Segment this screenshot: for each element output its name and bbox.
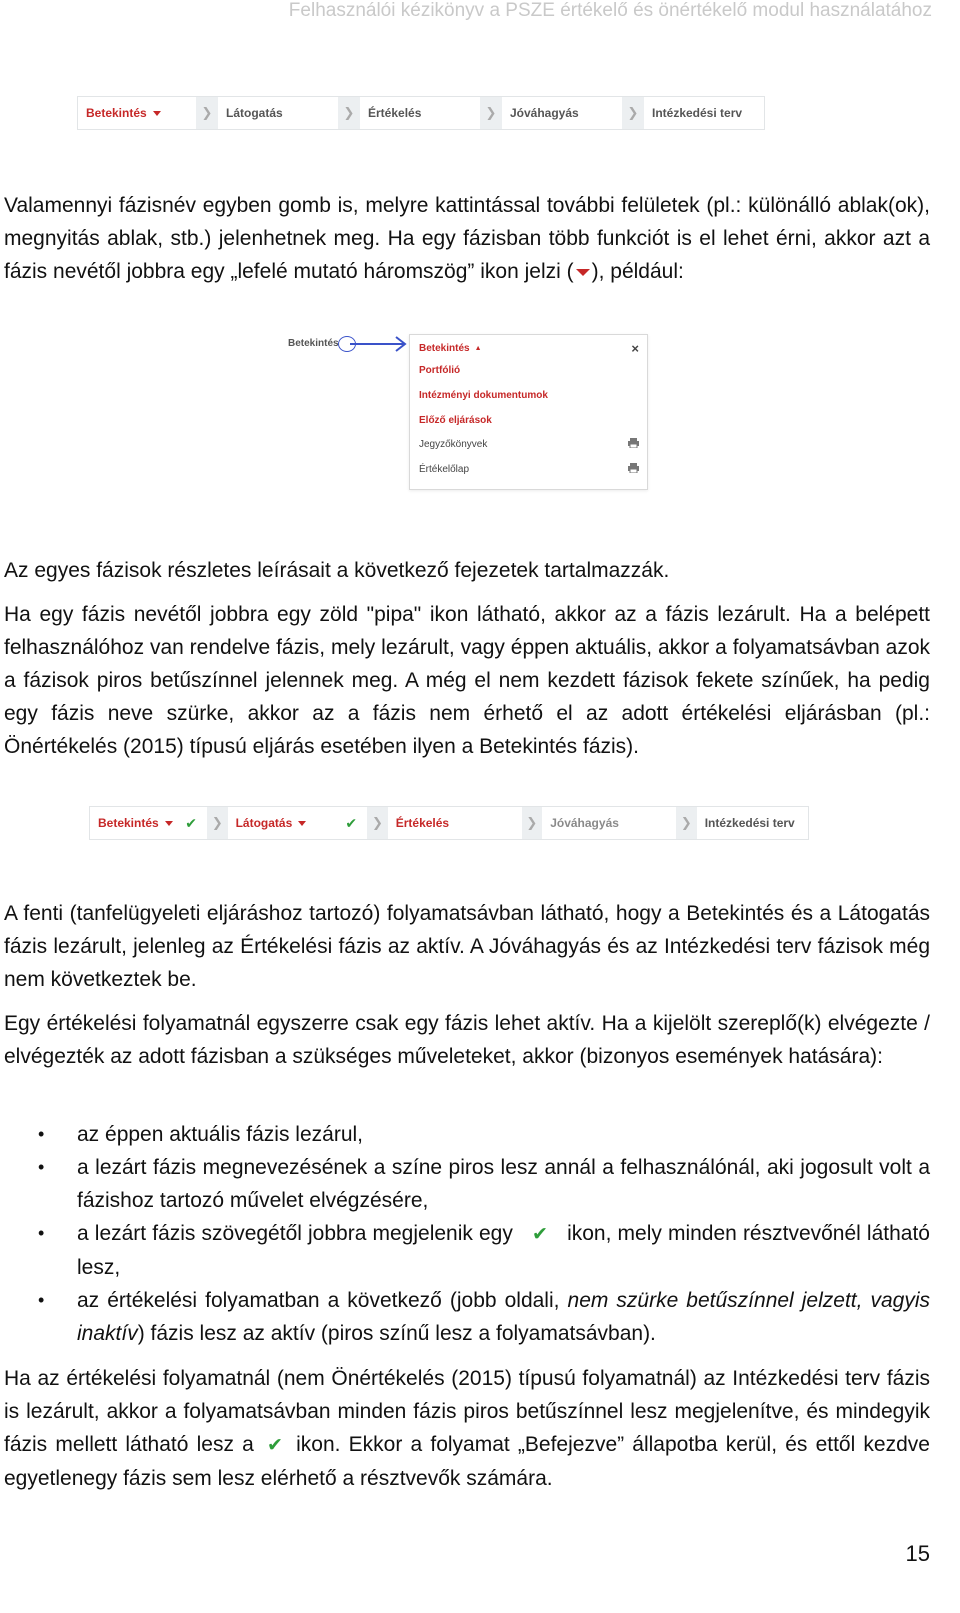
dropdown-item-portfolio[interactable]: Portfólió (419, 364, 461, 376)
paragraph-check-icon: Ha egy fázis nevétől jobbra egy zöld "pipa" ikon látható, akkor az a fázis lezárult. Ha a belépett felhasználóhoz van rendelve fázis, mely lezárult, vagy éppen aktuális, akkor a folyamatsávban azok a fázisok piros betűszínnel jelennek meg. A még el nem kezdett fázisok fekete színűek, ha pedig egy fázis neve szürke, akkor az a fázis nem érhető el az adott értékelési eljárásban (pl.: Önértékelés (2015) típusú eljárás esetében ilyen a Betekintés fázis). (4, 603, 930, 758)
dropdown-caret-icon[interactable] (153, 111, 161, 116)
phase-jovahagyas[interactable]: Jóváhagyás (502, 97, 622, 129)
document-header: Felhasználói kézikönyv a PSZE értékelő és önértékelő modul használatához (288, 0, 932, 21)
check-icon: ✔ (345, 814, 358, 831)
dropdown-caret-icon[interactable] (165, 821, 173, 826)
dropdown-trigger-label[interactable]: Betekintés (288, 338, 339, 349)
chevron-right-icon: ❯ (622, 97, 644, 129)
paragraph-chapters: Az egyes fázisok részletes leírásait a következő fejezetek tartalmazzák. (4, 559, 670, 582)
phase-betekintes[interactable]: Betekintés ✔ (90, 807, 207, 839)
list-item: • a lezárt fázis megnevezésének a színe piros lesz annál a felhasználónál, aki jogosult volt a fázishoz tartozó művelet elvégzésére, (0, 1151, 930, 1217)
dropdown-item-jegyzokonyvek[interactable]: Jegyzőkönyvek (419, 434, 639, 454)
paragraph-one-active-phase: Egy értékelési folyamatnál egyszerre csak egy fázis lehet aktív. Ha a kijelölt szereplő(k) elvégezte / elvégezték az adott fázisban a szükséges műveleteket, akkor (bizonyos események hatására): (4, 1012, 930, 1068)
chevron-right-icon: ❯ (676, 807, 697, 839)
chevron-right-icon: ❯ (338, 97, 360, 129)
phase-latogatas[interactable]: Látogatás (218, 97, 338, 129)
paragraph-example-explanation: A fenti (tanfelügyeleti eljáráshoz tartozó) folyamatsávban látható, hogy a Betekintés és a Látogatás fázis lezárult, jelenleg az Értékelési fázis az aktív. A Jóváhagyás és az Intézkedési terv fázisok még nem következtek be. (4, 902, 930, 991)
chevron-right-icon: ❯ (480, 97, 502, 129)
dropdown-item-elozo-eljarasok[interactable]: Előző eljárások (419, 414, 492, 426)
phase-ertekeles[interactable]: Értékelés (360, 97, 480, 129)
close-icon[interactable]: × (631, 340, 639, 356)
phase-bar-example-2 (89, 806, 809, 840)
phase-ertekeles[interactable]: Értékelés (388, 807, 522, 839)
printer-icon[interactable] (628, 463, 639, 476)
chevron-right-icon: ❯ (367, 807, 388, 839)
dropdown-item-ertekelolap[interactable]: Értékelőlap (419, 459, 639, 479)
dropdown-menu (409, 334, 648, 490)
list-item: • az éppen aktuális fázis lezárul, (0, 1118, 930, 1151)
phase-latogatas[interactable]: Látogatás ✔ (228, 807, 367, 839)
chevron-right-icon: ❯ (207, 807, 228, 839)
arrow-right-icon (350, 334, 410, 354)
paragraph-finished-state: Ha az értékelési folyamatnál (nem Önértékelés (2015) típusú folyamatnál) az Intézkedési terv fázis is lezárult, akkor a folyamatsávban minden fázis piros betűszínnel lesz megjelenítve, és mindegyik fázis mellett látható lesz a ✔ ikon. Ekkor a folyamat „Befejezve” állapotba kerül, és ettől kezdve egyetlenegy fázis sem lesz elérhető a résztvevők számára. (4, 1367, 930, 1490)
check-icon: ✔ (185, 814, 197, 831)
phase-bar-example-1 (77, 96, 765, 130)
dropdown-caret-icon[interactable] (298, 821, 306, 826)
chevron-right-icon: ❯ (522, 807, 543, 839)
paragraph-phase-buttons: Valamennyi fázisnév egyben gomb is, melyre kattintással további felületek (pl.: különálló ablak(ok), megnyitás ablak, stb.) jelenhetnek meg. Ha egy fázisban több funkciót is el lehet érni, akkor azt a fázis nevétől jobbra egy „lefelé mutató háromszög” ikon jelzi ( ), például: (4, 194, 930, 283)
list-item: • az értékelési folyamatban a következő (jobb oldali, nem szürke betűszínnel jelzett, vagyis inaktív) fázis lesz az aktív (piros színű lesz a folyamatsávban). (0, 1284, 930, 1350)
check-icon: ✔ (531, 1224, 548, 1245)
phase-intezkedesi-terv[interactable]: Intézkedési terv (644, 97, 764, 129)
printer-icon[interactable] (628, 438, 639, 451)
bullet-list (0, 1118, 930, 1350)
check-icon: ✔ (267, 1435, 283, 1456)
list-item: • a lezárt fázis szövegétől jobbra megjelenik egy ✔ ikon, mely minden résztvevőnél látható lesz, (0, 1217, 930, 1284)
dropdown-header[interactable]: Betekintés ▲ × (419, 340, 639, 356)
down-triangle-icon (576, 269, 590, 276)
dropdown-item-intezmenyi-dokumentumok[interactable]: Intézményi dokumentumok (419, 389, 548, 401)
phase-jovahagyas[interactable]: Jóváhagyás (542, 807, 676, 839)
chevron-right-icon: ❯ (196, 97, 218, 129)
phase-betekintes[interactable]: Betekintés (78, 97, 196, 129)
phase-intezkedesi-terv[interactable]: Intézkedési terv (697, 807, 808, 839)
page-number: 15 (905, 1541, 930, 1566)
